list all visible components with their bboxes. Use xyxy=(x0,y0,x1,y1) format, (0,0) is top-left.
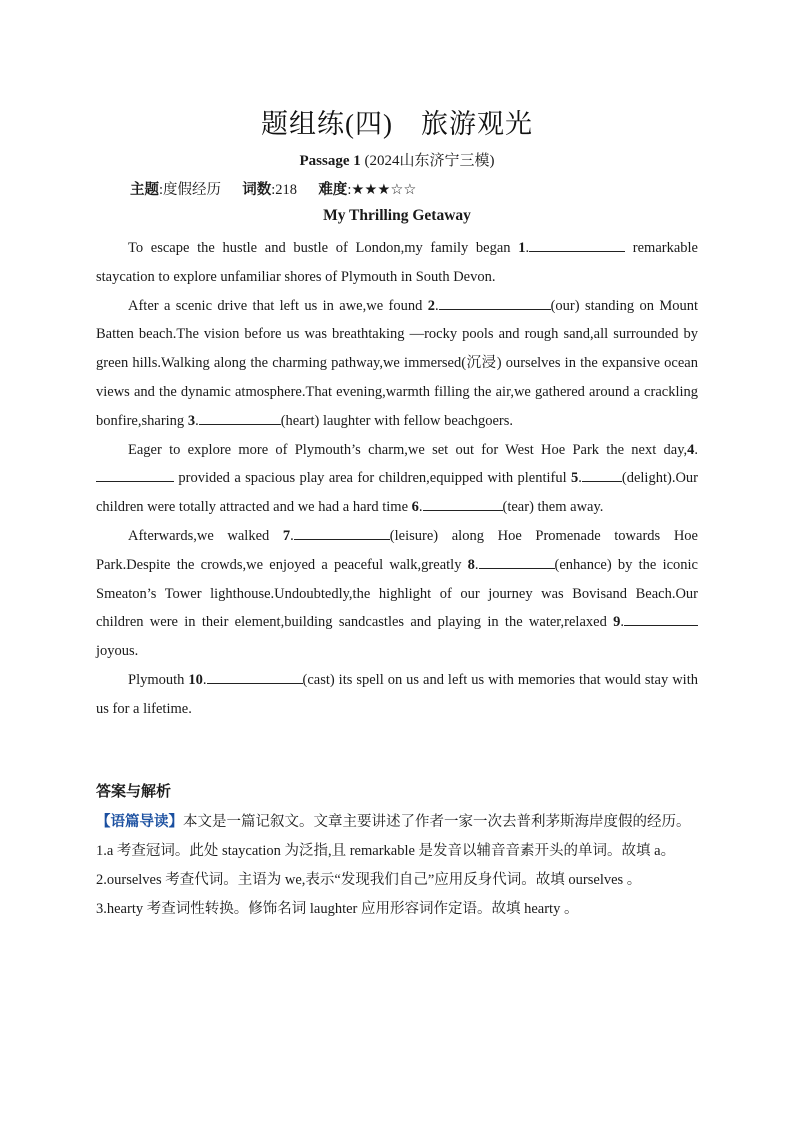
blank-number: 7 xyxy=(282,527,291,544)
answers-heading: 答案与解析 xyxy=(96,784,172,800)
paragraph-2 xyxy=(96,292,698,436)
answer-blank[interactable] xyxy=(582,466,622,482)
page-title: 题组练(四) 旅游观光 xyxy=(261,109,533,139)
difficulty-stars: :★★★☆☆ xyxy=(347,182,417,198)
answer-3: 3.hearty 考查词性转换。修饰名词 laughter 应用形容词作定语。故填 hearty 。 xyxy=(96,901,579,917)
text-run: . xyxy=(202,671,207,688)
passage-body xyxy=(96,234,698,724)
answer-blank[interactable] xyxy=(294,524,390,540)
reading-guide xyxy=(96,808,698,837)
blank-number: 3 xyxy=(187,412,196,429)
text-run: . xyxy=(620,614,624,631)
paragraph-1 xyxy=(96,234,698,292)
blank-number: 2 xyxy=(427,297,435,314)
text-run: (delight).Our children were totally attracted and we had a hard time xyxy=(96,470,698,516)
text-run: (cast) its spell on us and left us with memories that would stay with us for a lifetime. xyxy=(96,671,698,717)
guide-text: 本文是一篇记叙文。文章主要讲述了作者一家一次去普利茅斯海岸度假的经历。 xyxy=(183,814,691,830)
guide-label: 【语篇导读】 xyxy=(96,814,183,830)
blank-number: 5 xyxy=(571,470,579,487)
blank-number: 6 xyxy=(411,499,419,516)
passage-title: My Thrilling Getaway xyxy=(323,207,471,224)
text-run: . xyxy=(525,240,530,256)
text-run: (leisure) along Hoe Promenade towards Hoe Park.Despite the crowds,we enjoyed a peaceful walk,greatly xyxy=(96,527,698,573)
blank-number: 1 xyxy=(518,240,526,256)
paragraph-4 xyxy=(96,522,698,666)
text-run: joyous. xyxy=(96,643,139,660)
blank-number: 10 xyxy=(188,671,203,688)
text-run: Eager to explore more of Plymouth’s charm,we set out for West Hoe Park the next day, xyxy=(128,441,688,458)
answer-blank[interactable] xyxy=(96,466,174,482)
passage-subtitle xyxy=(0,149,794,170)
text-run: . xyxy=(578,470,582,487)
text-run: . xyxy=(195,412,199,429)
blank-number: 4 xyxy=(687,441,695,458)
answer-blank[interactable] xyxy=(529,236,625,252)
text-run: Plymouth xyxy=(128,671,189,688)
text-run: . xyxy=(290,527,294,544)
text-run: (heart) laughter with fellow beachgoers. xyxy=(280,412,513,429)
text-run: provided a spacious play area for children,equipped with plentiful xyxy=(174,470,572,487)
passage-meta xyxy=(130,178,416,199)
text-run: (tear) them away. xyxy=(502,499,604,516)
text-run: remarkable staycation to explore unfamiliar shores of Plymouth in South Devon. xyxy=(96,240,698,285)
answer-blank[interactable] xyxy=(199,409,281,425)
answer-1: 1.a 考查冠词。此处 staycation 为泛指,且 remarkable 是发音以辅音音素开头的单词。故填 a。 xyxy=(96,843,676,859)
text-run: After a scenic drive that left us in awe,we found xyxy=(128,297,428,314)
text-run: . xyxy=(474,556,479,573)
wordcount-label: 词数 xyxy=(242,182,272,198)
text-run: (our) standing on Mount Batten beach.The vision before us was breathtaking —rocky pools and rough sand,all surrounded by green hills.Walking along the charming pathway,we immersed(沉浸) ourselves in the expansive ocean views and the dynamic atmosphere.That evening,warmth filling the air,we gathered around a crackling bonfire,sharing xyxy=(96,297,699,429)
answer-blank[interactable] xyxy=(479,553,555,569)
text-run: (enhance) by the iconic Smeaton’s Tower lighthouse.Undoubtedly,the highlight of our journey was Bovisand Beach.Our children were in their element,building sandcastles and playing in the water,relaxed xyxy=(96,556,698,631)
topic-value: :度假经历 xyxy=(159,182,222,198)
topic-label: 主题 xyxy=(130,182,159,198)
difficulty-label: 难度 xyxy=(318,182,348,198)
answer-2: 2.ourselves 考查代词。主语为 we,表示“发现我们自己”应用反身代词。故填 ourselves 。 xyxy=(96,872,642,888)
text-run: . xyxy=(694,441,698,458)
passage-source: (2024山东济宁三模) xyxy=(364,153,495,169)
text-run: . xyxy=(418,499,423,516)
text-run: . xyxy=(434,297,439,314)
paragraph-5 xyxy=(96,666,698,724)
blank-number: 8 xyxy=(467,556,475,573)
paragraph-3 xyxy=(96,436,698,522)
passage-label: Passage 1 xyxy=(299,153,361,169)
answer-blank[interactable] xyxy=(624,610,698,626)
answer-blank[interactable] xyxy=(207,668,303,684)
answer-blank[interactable] xyxy=(439,294,551,310)
answer-blank[interactable] xyxy=(423,495,503,511)
text-run: Afterwards,we walked xyxy=(128,527,283,544)
blank-number: 9 xyxy=(613,614,621,631)
wordcount-value: :218 xyxy=(271,182,298,198)
answers-section xyxy=(96,808,698,924)
text-run: To escape the hustle and bustle of London,my family began xyxy=(128,240,519,256)
